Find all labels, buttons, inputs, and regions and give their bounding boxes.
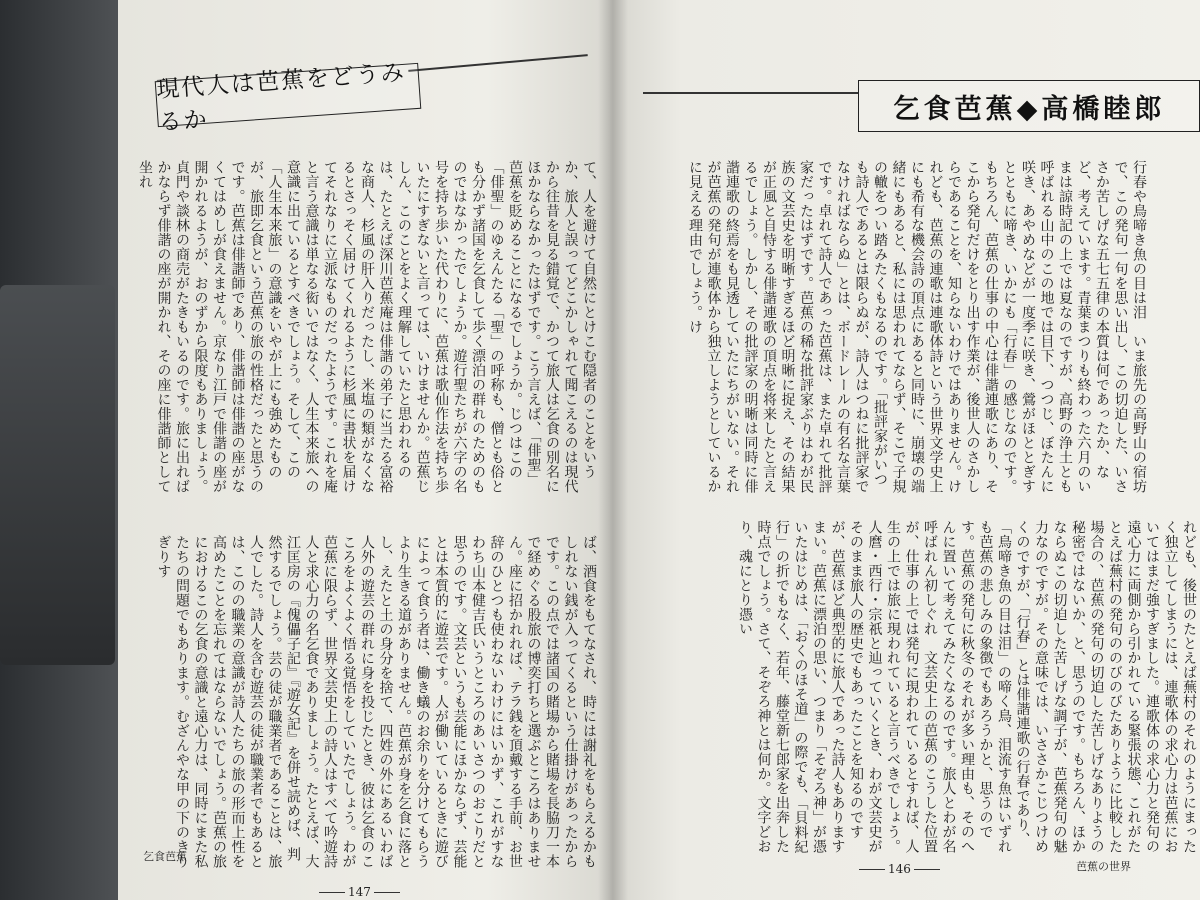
- left-page: [118, 0, 610, 900]
- page-number-dash: [859, 869, 885, 870]
- page-number-dash: [374, 892, 400, 893]
- left-page-title: 現代人は芭蕉をどうみるか: [155, 63, 422, 127]
- book-gutter: [598, 0, 628, 900]
- page-number-dash: [319, 892, 345, 893]
- title-rule-right: [643, 92, 858, 94]
- right-running-footer: 芭蕉の世界: [1076, 860, 1131, 873]
- page-number-dash: [914, 869, 940, 870]
- right-page-title: 乞食芭蕉◆高橋睦郎: [858, 80, 1200, 132]
- right-page-number-value: 146: [888, 862, 911, 876]
- left-page-text-upper: て、人を避けて自然にとけこむ隠者のことをいうか、旅人と誤ってどこかしゃれて聞こえるのは現代から往昔を見る錯覚で、かつて旅人は乞食の別名にほかならなかったはずです。こう言えば、「俳聖」芭蕉を貶めることになるでしょうか。じつはこの「俳聖」のゆえんたる「聖」の呼称も、僧とも俗とも分かず諸国を乞食して歩く漂泊の群れのためのものではなかったでしょうか。遊行聖たちが六字の名号を持ち歩いた代わりに、芭蕉は歌仙作法を持ち歩いたにすぎないと言っては、いけませんか。芭蕉じしん、このことをよく理解していたと思われるのは、たとえば深川芭蕉庵は俳諧の弟子に当たる富裕な商人、杉風の肝入りだったし、米塩の類がなくなるとさっそく届けてくれるように杉風に書状を届けてそれなりに立派なものだったようです。これを庵と言う意識は単なる衒いではなく、人生本来旅への意識に出ているとすべきでしょう。そして、この「人生本来旅」の意識をいやが上にも強めたものが、旅即乞食という芭蕉の旅の性格だったと思うのです。芭蕉は俳諧師であり、俳諧師は俳諧の座がなくてはめしが食えません。京なり江戸で俳諧の座が開かれるようが、おのずから限度もありましょう。貞門や談林の商売がたきもいるのです。旅に出ればかならず俳諧の座が開かれ、その座に俳諧師として坐れ: [137, 160, 597, 494]
- right-page-text-upper: 行春や鳥啼き魚の目は泪 いま旅先の高野山の宿坊で、この発句一句を思い出し、この切迫した、いささか苦しげな五七五律の本質は何であったか、など、考えています。青葉まつりも終わった六月のいまは諒時記の上では夏なのですが、高野の浄土とも呼ばれる山中のこの地では目下、つつじ、ぼたんに咲き、あやめなどが一度季に咲き、鶯がほととぎすとともに啼き、いかにも「行春」の感じなのです。もちろん、芭蕉の仕事の中心は俳諧連歌にあり、そこから発句だけをとり出す作業が、後世人のさかしらであることを、知らないわけではありません。けれども、芭蕉の連歌は連歌体詩という世界文学史上にも希有な機会詩の頂点にあると同時に、崩壊の端緒にもあると、私には思われてならず、そこで子規の轍をつい踏みたくもなるのです。「批評家がいつも詩人であるとは限らぬが、詩人はつねに批評家でなければならぬ」とは、ボードレールの有名な言葉です。卓れて詩人であった芭蕉は、また卓れて批評家だったはずです。芭蕉の稀な批評家ぶりはわが民族の文芸史を明晰すぎるほど明晰に捉え、その結果が正風と自恃する俳諧連歌の頂点を将来したと言えるでしょう。しかし、その批評家の明晰は同時に俳諧連歌の終焉をも見透していたにちがいない。それが芭蕉の発句が連歌体から独立しようとしているかに見える理由でしょう。け: [687, 160, 1147, 494]
- left-page-number-value: 147: [348, 885, 371, 899]
- book-spread: [118, 0, 1200, 900]
- left-running-footer: 乞食芭蕉: [143, 850, 187, 863]
- title-rule-left: [408, 54, 587, 71]
- left-page-text-lower: ば、酒食をもてなされ、時には謝礼をもらえるかもしれない銭が入ってくるという仕掛けがあったからです。この点では諸国の賭場から賭場を長脇刀一本で経めぐる股旅の博奕打ちと選ぶところはありません。座に招かれれば、テラ銭を頂戴する手前、お世辞のひとつも使わないわけにはいかず、これがすなわち山本健吉氏いうところのあいさつのおこりだと思うのです。文芸というも芸能にほかならず、芸能とは本質的に遊芸です。人が働いているときに遊びによって食う者は、働き蟻のお余りを分けてもらうより生きる道がありません。芭蕉が身を乞食に落とし、えたと土の身分を捨て、四姓の外にあるいわば人外の遊芸の群れに身を投じたとき、彼は乞食のこころをよくよく悟る覚悟をしていたでしょう。わが芭蕉に限らず、世界文芸史上の詩人はすべて吟遊詩人と求心力の名乞食でありましょう。たとえば、大江匡房の『傀儡子記』『遊女記』を併せ読めば、判然するでしょう。芸の徒が職業者であることは、旅人でした。詩人を含む遊芸の徒が職業者でもあるとは、このの職業の意識が詩人たちの旅の形而上性を高めたことを忘れてはならないでしょう。芭蕉の旅におけるこの乞食の意識と遠心力は、同時にまた私たちの問題でもあります。むざんやな甲の下のきりぎりす: [155, 535, 597, 869]
- right-page-number: [856, 862, 943, 876]
- left-page-number: [316, 885, 403, 899]
- right-page-text-lower: れども、後世のたとえば蕪村のそれのようにまったく独立してしまうには、連歌体の求心力は芭蕉においてはまだ強すぎました。連歌体の求心力と発句の遠心力に両側から引かれている緊張状態、これがたとえば蕪村の発句ののびのびたありように比較した場合の、芭蕉の発句の切迫した苦しげなありようの秘密ではないか、と、思うのです。もちろん、ほかならぬこの切迫した苦しげな調子が、芭蕉発句の魅力なのですが。その意味では、いささかこじつけめくのですが、「行春」とは俳諧連歌の行春であり、「鳥啼き魚の目は泪」の啼く鳥、泪流す魚はいずれも芭蕉の悲しみの象徴でもあろうかと、思うのです。芭蕉の発句に秋冬のそれが多い理由も、そのへんに置いて考えてみたくなるのです。旅人とわが名呼ばれん初しぐれ 文芸史上の芭蕉のこうした位置が、仕事の上では発句に現われているとすれば、人生の上では旅に現われていると言うべきでしょう。人麿・西行・宗祇と辿っていくとき、わが文芸史がそのまま旅人の歴史でもあったことを知るのですが、芭蕉ほど典型的に旅人であった詩人もありますまい。芭蕉に漂泊の思い、つまり「そぞろ神」が憑いたはじめは、「おくのほそ道」の際でも、「貝料紀行」の折でもなく、若年、藤堂新七郎家を出奔した時点でしょう。さて、そぞろ神とは何か。文字どおり、魂にとり憑い: [737, 520, 1197, 854]
- book-edge: [0, 285, 115, 665]
